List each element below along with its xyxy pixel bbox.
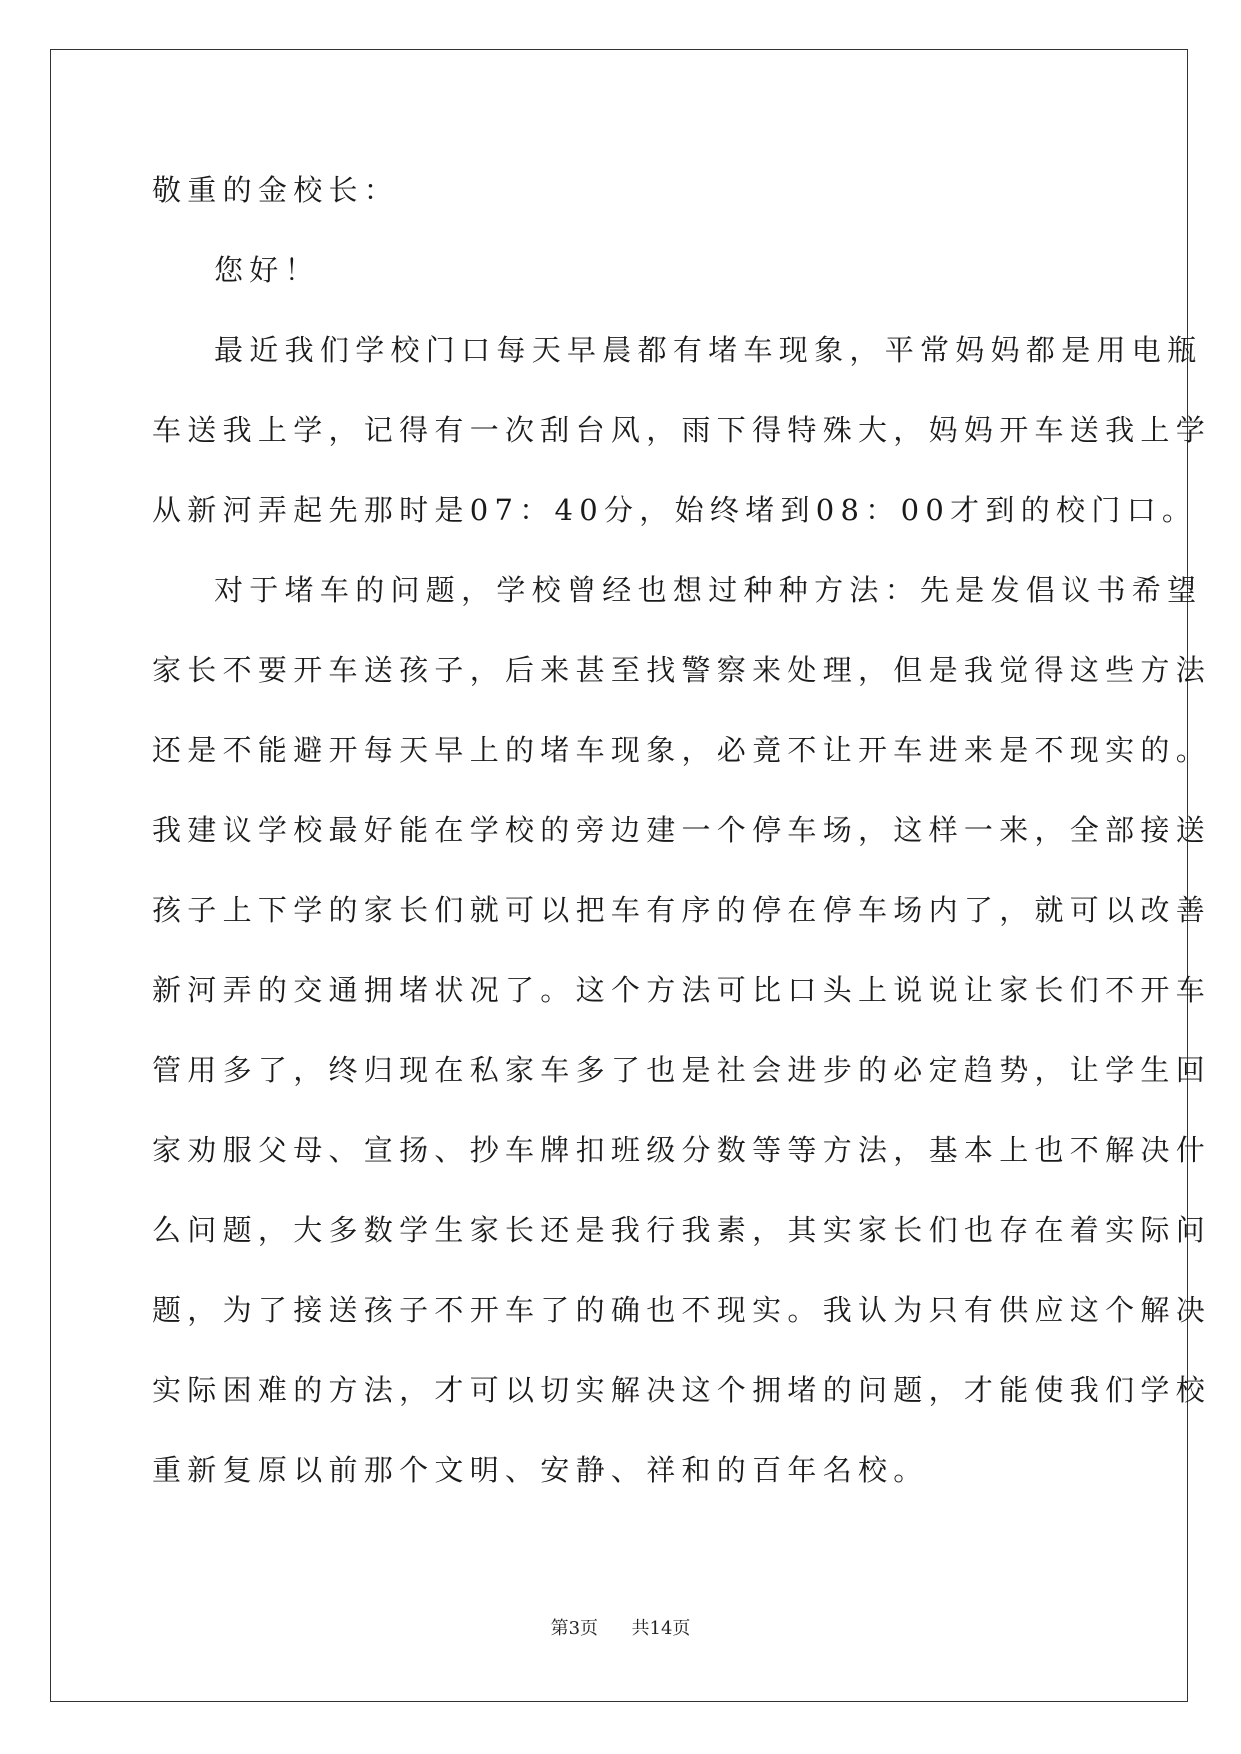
paragraph-line: 家劝服父母、宣扬、抄车牌扣班级分数等等方法，基本上也不解决什: [152, 1133, 1212, 1167]
page-total: 共14页: [631, 1618, 691, 1639]
letter-body: [152, 165, 1212, 1525]
paragraph-line: 孩子上下学的家长们就可以把车有序的停在停车场内了，就可以改善: [152, 893, 1212, 927]
paragraph-line: 车送我上学，记得有一次刮台风，雨下得特殊大，妈妈开车送我上学: [152, 413, 1212, 447]
greeting: 您好！: [214, 253, 320, 287]
paragraph-line: 新河弄的交通拥堵状况了。这个方法可比口头上说说让家长们不开车: [152, 973, 1212, 1007]
page-number: 第3页: [550, 1618, 599, 1639]
paragraph-line: 家长不要开车送孩子，后来甚至找警察来处理，但是我觉得这些方法: [152, 653, 1212, 687]
paragraph-line: 重新复原以前那个文明、安静、祥和的百年名校。: [152, 1453, 929, 1487]
paragraph-line: 实际困难的方法，才可以切实解决这个拥堵的问题，才能使我们学校: [152, 1373, 1212, 1407]
page-footer: [0, 1614, 1241, 1640]
paragraph-line: 题，为了接送孩子不开车了的确也不现实。我认为只有供应这个解决: [152, 1293, 1212, 1327]
paragraph-line: 我建议学校最好能在学校的旁边建一个停车场，这样一来，全部接送: [152, 813, 1212, 847]
paragraph-line: 还是不能避开每天早上的堵车现象，必竟不让开车进来是不现实的。: [152, 733, 1212, 767]
paragraph-line: 管用多了，终归现在私家车多了也是社会进步的必定趋势，让学生回: [152, 1053, 1212, 1087]
paragraph-line: 对于堵车的问题，学校曾经也想过种种方法：先是发倡议书希望: [214, 573, 1203, 607]
paragraph-line: 最近我们学校门口每天早晨都有堵车现象，平常妈妈都是用电瓶: [214, 333, 1203, 367]
paragraph-line: 从新河弄起先那时是07：40分，始终堵到08：00才到的校门口。: [152, 493, 1198, 527]
salutation: 敬重的金校长：: [152, 173, 400, 207]
paragraph-line: 么问题，大多数学生家长还是我行我素，其实家长们也存在着实际问: [152, 1213, 1212, 1247]
